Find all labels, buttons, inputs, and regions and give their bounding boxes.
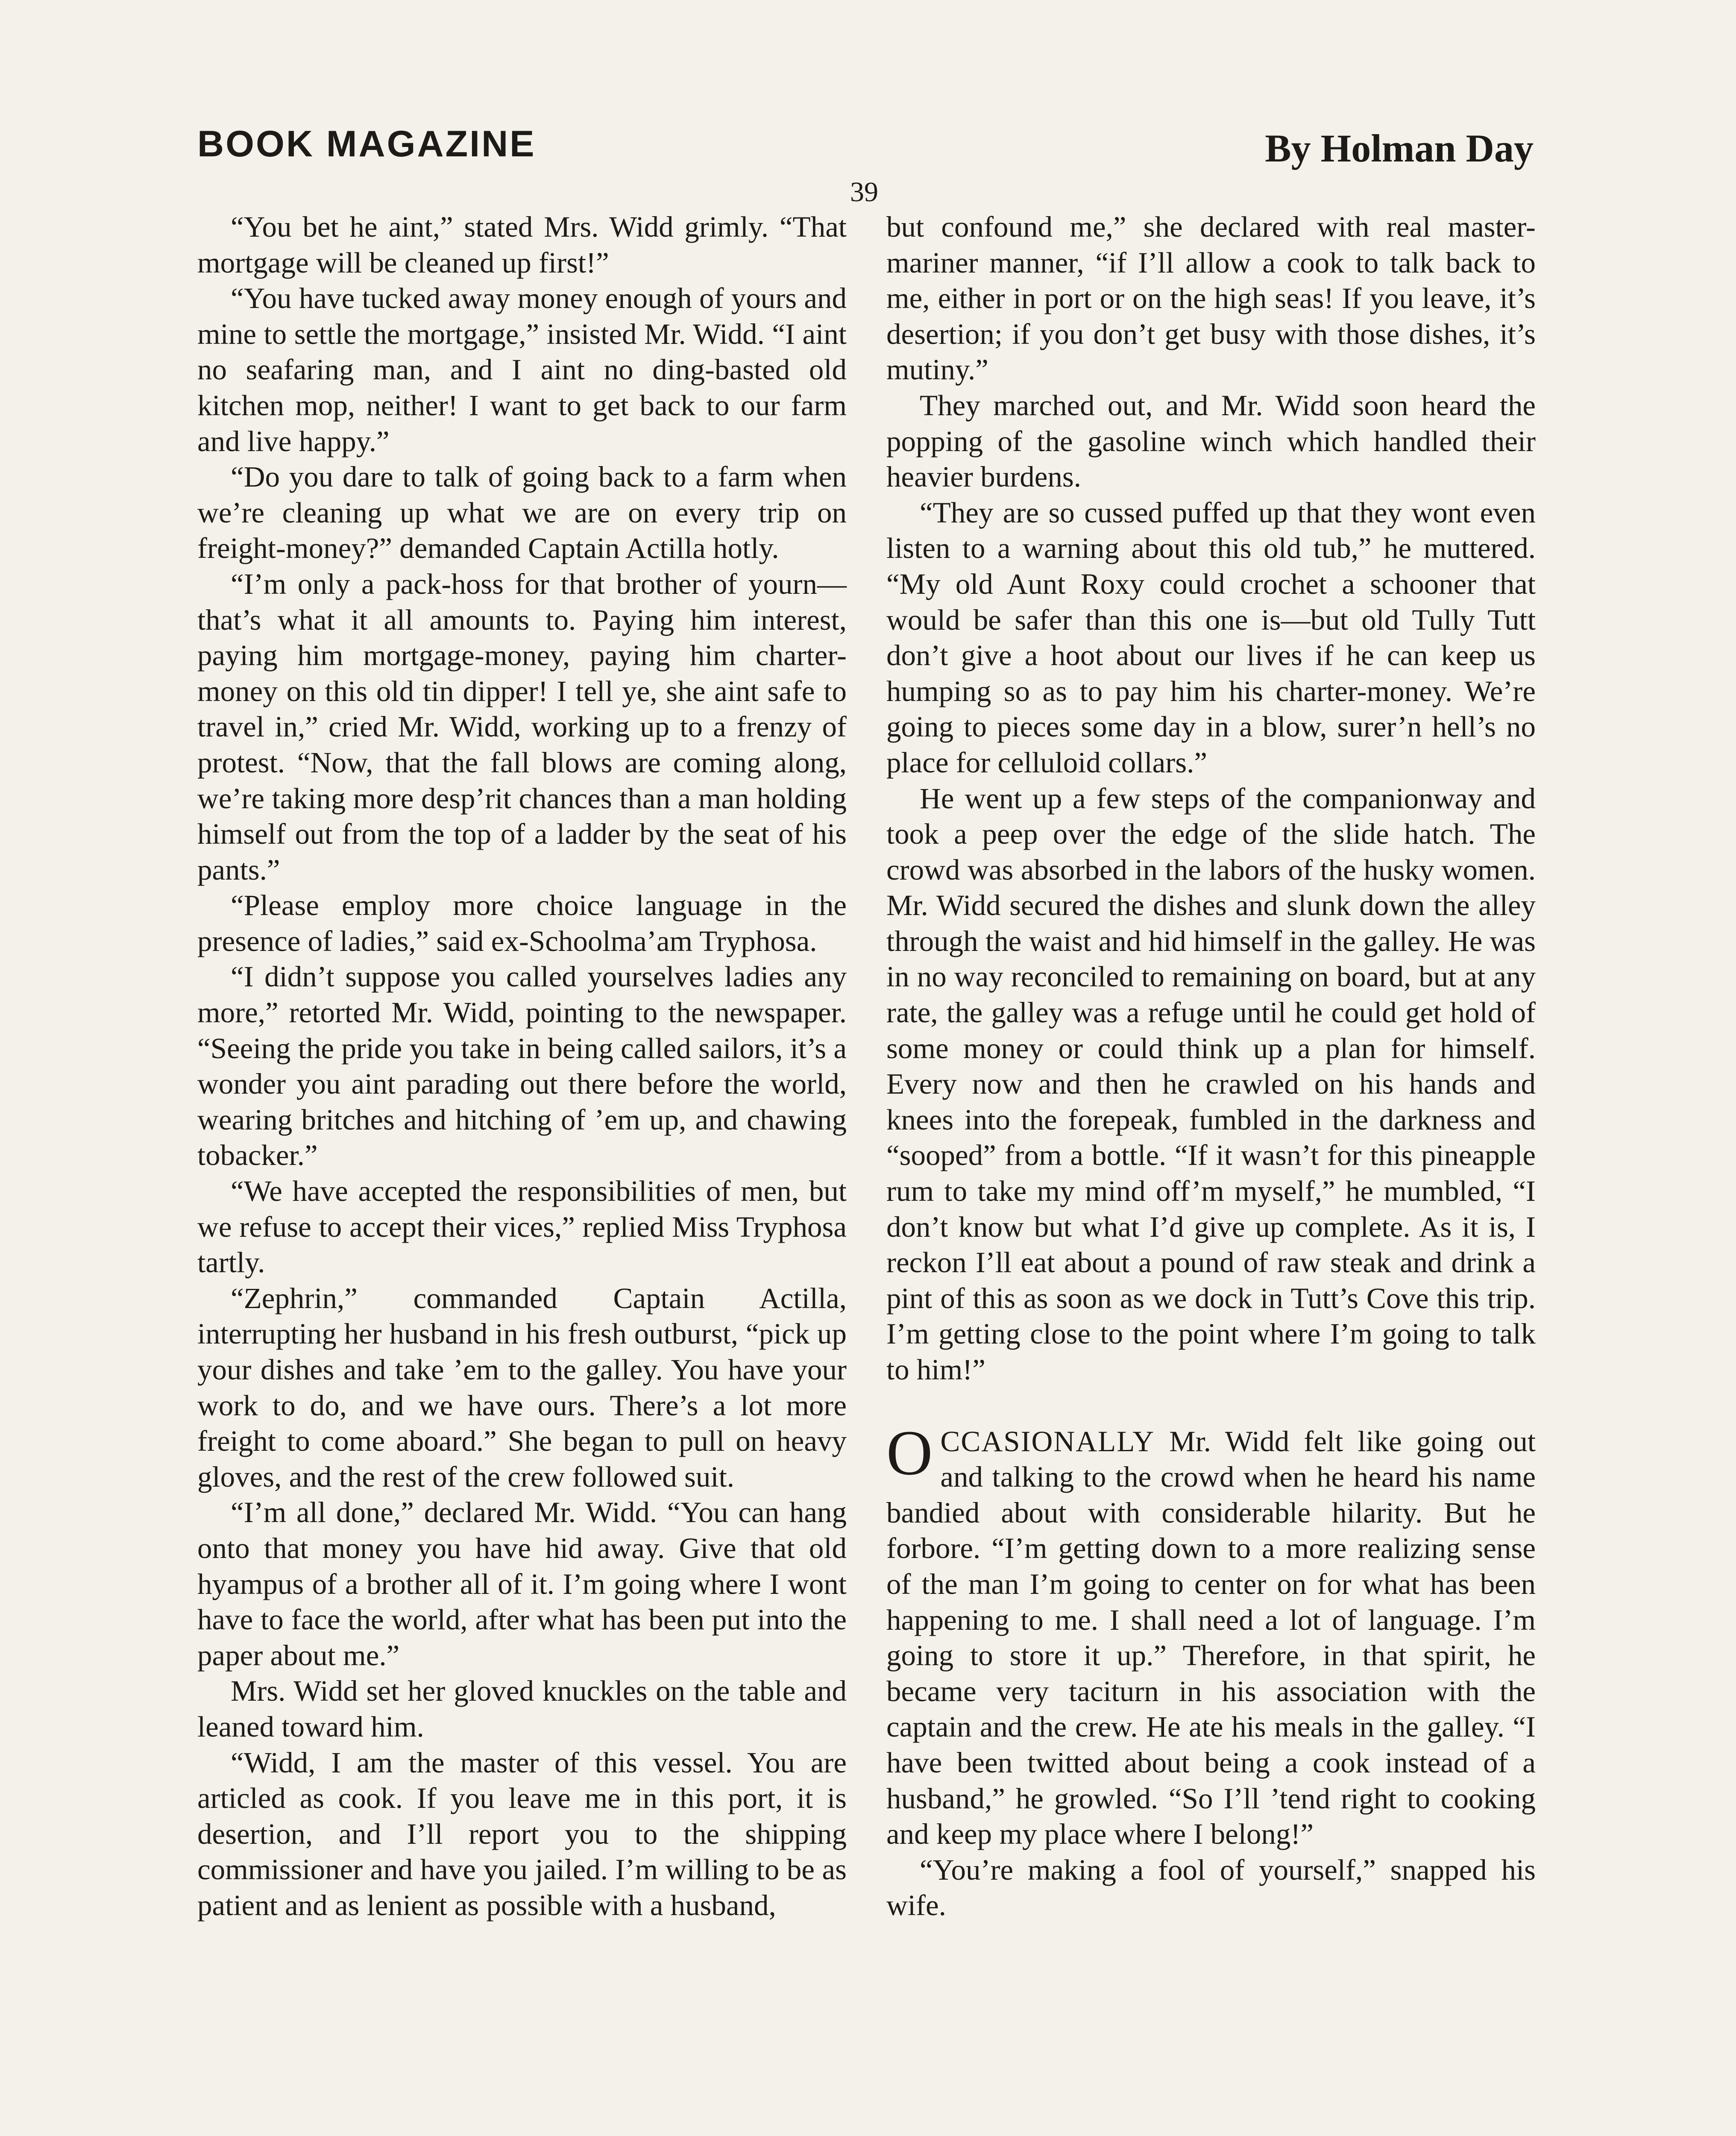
- section-text: Mr. Widd felt like going out and talking to the crowd when he heard his name bandied about with considerable hilarity. But he forbore. “I’m getting down to a more realizing sense of the man I’m going to center on for what has been happening to me. I shall need a lot of language. I’m going to store it up.” Therefore, in that spirit, he became very taciturn in his association with the captain and the crew. He ate his meals in the galley. “I have been twitted about being a cook instead of a husband,” he growled. “So I’ll ’tend right to cooking and keep my place where I belong!”: [886, 1425, 1536, 1851]
- page-header: [197, 123, 1534, 174]
- paragraph: “We have accepted the responsibilities of men, but we refuse to accept their vices,” replied Miss Tryphosa tartly.: [197, 1175, 847, 1279]
- drop-cap: O: [886, 1417, 933, 1488]
- section-break: [886, 1388, 1536, 1424]
- paragraph: “They are so cussed puffed up that they wont even listen to a warning about this old tub,” he muttered. “My old Aunt Roxy could crochet a schooner that would be safer than this one is—but old Tully Tutt don’t give a hoot about our lives if he can keep us humping so as to pay him his charter-money. We’re going to pieces some day in a blow, surer’n hell’s no place for celluloid collars.”: [886, 496, 1536, 779]
- paragraph: “I’m only a pack-hoss for that brother of yourn—that’s what it all amounts to. Paying him interest, paying him mortgage-money, paying him charter-money on this old tin dipper! I tell ye, she aint safe to travel in,” cried Mr. Widd, working up to a frenzy of protest. “Now, that the fall blows are coming along, we’re taking more desp’rit chances than a man holding himself out from the top of a ladder by the seat of his pants.”: [197, 567, 847, 886]
- paragraph: Mrs. Widd set her gloved knuckles on the table and leaned toward him.: [197, 1675, 847, 1743]
- paragraph: “Widd, I am the master of this vessel. You are articled as cook. If you leave me in this port, it is desertion, and I’ll report you to the shipping commissioner and have you jailed. I’m willing to be as patient and as lenient as possible with a husband,: [197, 1746, 847, 1922]
- magazine-title: BOOK MAGAZINE: [197, 123, 536, 164]
- section-lead: CCASIONALLY: [940, 1425, 1155, 1458]
- left-column: [197, 209, 847, 1924]
- paragraph: “You’re making a fool of yourself,” snapped his wife.: [886, 1853, 1536, 1922]
- paragraph: They marched out, and Mr. Widd soon heard the popping of the gasoline winch which handled their heavier burdens.: [886, 389, 1536, 493]
- paragraph-continued: but confound me,” she declared with real master-mariner manner, “if I’ll allow a cook to talk back to me, either in port or on the high seas! If you leave, it’s desertion; if you don’t get busy with those dishes, it’s mutiny.”: [886, 211, 1536, 386]
- paragraph: “Zephrin,” commanded Captain Actilla, interrupting her husband in his fresh outburst, “pick up your dishes and take ’em to the galley. You have your work to do, and we have ours. There’s a lot more freight to come aboard.” She began to pull on heavy gloves, and the rest of the crew followed suit.: [197, 1282, 847, 1493]
- author-byline: By Holman Day: [1265, 126, 1534, 170]
- right-column: [886, 209, 1536, 1924]
- page-number: 39: [850, 176, 878, 208]
- paragraph: “You have tucked away money enough of yours and mine to settle the mortgage,” insisted Mr. Widd. “I aint no seafaring man, and I aint no ding-basted old kitchen mop, neither! I want to get back to our farm and live happy.”: [197, 282, 847, 458]
- paragraph: “I’m all done,” declared Mr. Widd. “You can hang onto that money you have hid away. Give that old hyampus of a brother all of it. I’m going where I wont have to face the world, after what has been put into the paper about me.”: [197, 1496, 847, 1672]
- section-opening-paragraph: [886, 1417, 1536, 1852]
- paragraph: “You bet he aint,” stated Mrs. Widd grimly. “That mortgage will be cleaned up first!”: [197, 211, 847, 279]
- paragraph: “Do you dare to talk of going back to a farm when we’re cleaning up what we are on every trip on freight-money?” demanded Captain Actilla hotly.: [197, 461, 847, 565]
- paragraph: He went up a few steps of the companionway and took a peep over the edge of the slide hatch. The crowd was absorbed in the labors of the husky women. Mr. Widd secured the dishes and slunk down the alley through the waist and hid himself in the galley. He was in no way reconciled to remaining on board, but at any rate, the galley was a refuge until he could get hold of some money or could think up a plan for himself. Every now and then he crawled on his hands and knees into the forepeak, fumbled in the darkness and “sooped” from a bottle. “If it wasn’t for this pineapple rum to take my mind off’m myself,” he mumbled, “I don’t know but what I’d give up complete. As it is, I reckon I’ll eat about a pound of raw steak and drink a pint of this as soon as we dock in Tutt’s Cove this trip. I’m getting close to the point where I’m going to talk to him!”: [886, 782, 1536, 1386]
- paragraph: “I didn’t suppose you called yourselves ladies any more,” retorted Mr. Widd, pointing to the newspaper. “Seeing the pride you take in being called sailors, it’s a wonder you aint parading out there before the world, wearing britches and hitching of ’em up, and chawing tobacker.”: [197, 960, 847, 1172]
- paragraph: “Please employ more choice language in the presence of ladies,” said ex-Schoolma’am Tryphosa.: [197, 889, 847, 957]
